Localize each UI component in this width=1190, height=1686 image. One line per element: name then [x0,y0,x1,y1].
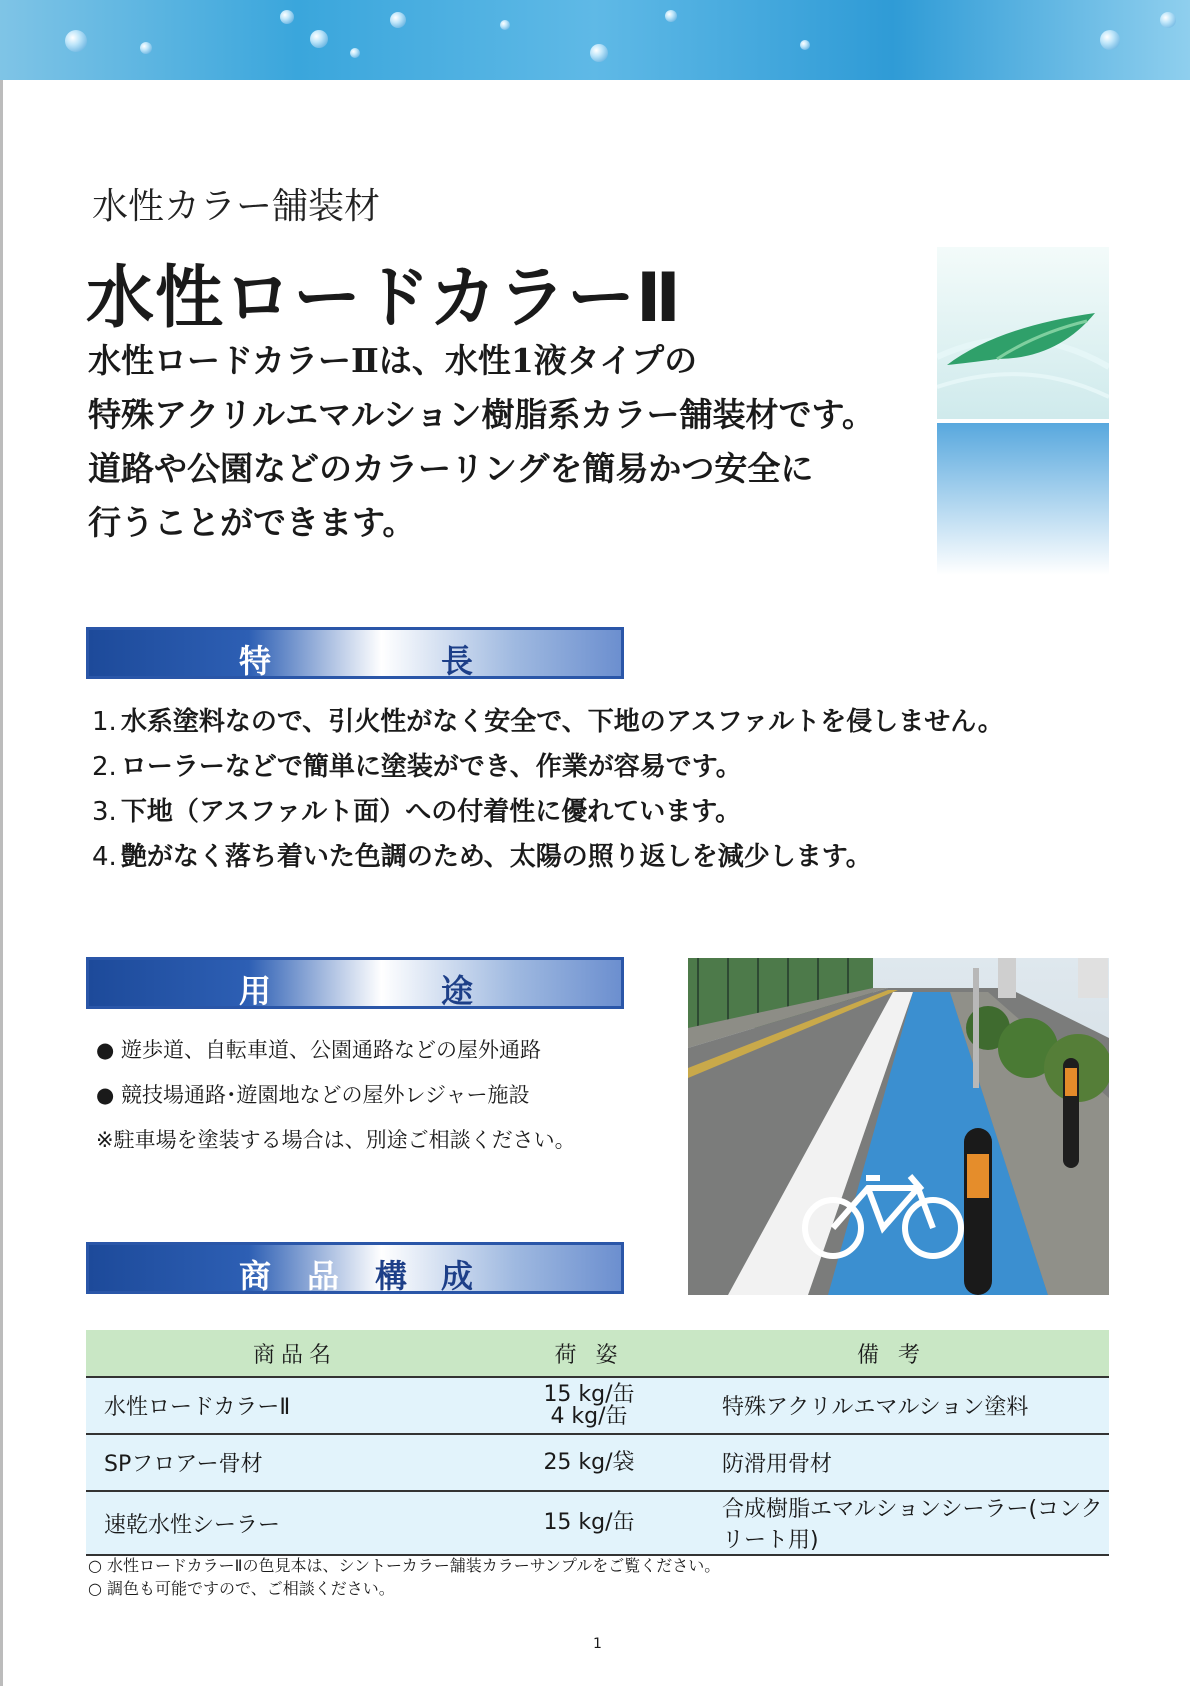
header-banner [0,0,1190,80]
column-header: 荷 姿 [504,1330,674,1377]
leaf-decoration-image [937,247,1109,575]
intro-line: 特殊アクリルエマルション樹脂系カラー舗装材です。 [88,395,875,434]
table-row [86,1377,1109,1434]
intro-line: 行うことができます。 [88,503,416,542]
list-item: ● 遊歩道、自転車道、公園通路などの屋外通路 [96,1038,541,1062]
item-text: 艶がなく落ち着いた色調のため、太陽の照り返しを減少します。 [120,842,872,872]
features-list [92,700,1004,880]
item-number: 4. [92,842,117,872]
section-header-products [86,1242,624,1294]
package-value: 15 kg/缶 [543,1381,635,1407]
product-name: 速乾水性シーラー [86,1491,504,1555]
intro-line: 道路や公園などのカラーリングを簡易かつ安全に [88,449,814,488]
package-value: 4 kg/缶 [550,1403,628,1429]
footnote: ○ 調色も可能ですので、ご相談ください。 [88,1579,395,1598]
intro-text [88,334,875,550]
bike-lane-photo [688,958,1109,1295]
section-char: 商 [239,1257,272,1295]
list-item [92,700,1004,745]
section-char: 用 [239,972,272,1010]
item-number: 3. [92,797,117,827]
package-cell [504,1377,674,1434]
intro-line: 水性ロードカラーⅡは、水性1液タイプの [88,341,698,380]
note-cell: 防滑用骨材 [674,1434,1109,1491]
list-item [92,835,1004,880]
section-header-uses [86,957,624,1009]
column-header: 商品名 [86,1330,504,1377]
footnotes [88,1554,720,1600]
item-text: ローラーなどで簡単に塗装ができ、作業が容易です。 [120,752,742,782]
table-row [86,1491,1109,1555]
table-row [86,1434,1109,1491]
section-header-features [86,627,624,679]
list-item: ● 競技場通路･遊園地などの屋外レジャー施設 [96,1083,530,1107]
list-item [92,790,1004,835]
item-number: 2. [92,752,117,782]
page-number: 1 [593,1636,602,1652]
list-item [92,745,1004,790]
section-char: 特 [239,642,272,680]
product-table [86,1330,1109,1556]
item-text: 水系塗料なので、引火性がなく安全で、下地のアスファルトを侵しません。 [120,707,1004,737]
product-name: 水性ロードカラーⅡ [86,1377,504,1434]
section-char: 構 [375,1257,408,1295]
package-value: 15 kg/缶 [504,1491,674,1555]
item-number: 1. [92,707,117,737]
note-cell: 合成樹脂エマルションシーラー(コンクリート用) [674,1491,1109,1555]
footnote: ○ 水性ロードカラーⅡの色見本は、シントーカラー舗装カラーサンプルをご覧ください。 [88,1556,721,1575]
note-cell: 特殊アクリルエマルション塗料 [674,1377,1109,1434]
uses-list [96,1028,576,1163]
product-title: 水性ロードカラーⅡ [86,259,682,338]
table-header-row [86,1330,1109,1377]
item-text: 下地（アスファルト面）への付着性に優れています。 [120,797,742,827]
product-name: SPフロアー骨材 [86,1434,504,1491]
column-header: 備 考 [674,1330,1109,1377]
section-char: 成 [441,1257,474,1295]
product-category: 水性カラー舗装材 [92,186,381,227]
section-char: 長 [441,642,474,680]
page-border [0,80,3,1686]
section-char: 途 [441,972,474,1010]
package-value: 25 kg/袋 [504,1434,674,1491]
list-item: ※駐車場を塗装する場合は、別途ご相談ください。 [96,1128,576,1152]
section-char: 品 [307,1257,340,1295]
